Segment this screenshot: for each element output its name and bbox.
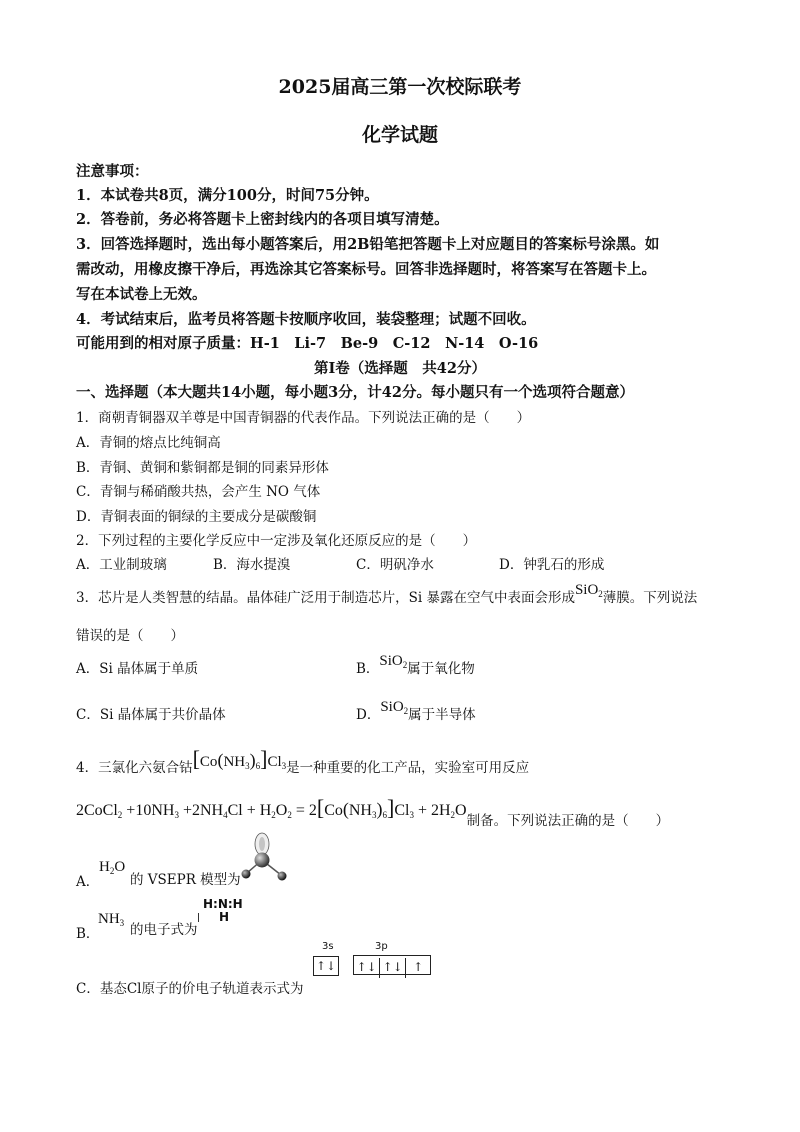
cl-text: Cl [267, 754, 282, 770]
q3-option-d-text: 属于半导体 [408, 707, 476, 723]
q1-option-a: A．青铜的熔点比纯铜高 [76, 435, 221, 451]
nh3-electron-formula [203, 898, 243, 924]
q4-stem-part-1: 4．三氯化六氨合钴 [76, 760, 193, 776]
orbital-3p-box-2: ↑↓ [380, 958, 406, 978]
orbital-3s-box: ↑↓ [313, 956, 339, 976]
eq-sub-4: 4 [223, 810, 228, 820]
q4-stem-part-3: 制备。下列说法正确的是（ ） [466, 813, 670, 829]
sio2-subscript: 2 [402, 660, 408, 670]
cl3-subscript: 3 [281, 761, 287, 771]
six-subscript: 6 [255, 761, 261, 771]
electron-formula-top: H:N:H [203, 897, 243, 911]
q2-stem: 2．下列过程的主要化学反应中一定涉及氧化还原反应的是（ ） [76, 533, 477, 549]
q3-option-b-text: 属于氧化物 [407, 661, 475, 677]
notice-item-3-line-2: 需改动，用橡皮擦干净后，再选涂其它答案标号。回答非选择题时，将答案写在答题卡上。 [76, 261, 656, 278]
q1-stem: 1．商朝青铜器双羊尊是中国青铜器的代表作品。下列说法正确的是（ ） [76, 410, 531, 426]
q4-equation: 2CoCl$_2$ $+10NH_3 +2NH_4Cl + H_2O_2 = 2[Co(NH_3)_6]Cl_3 + 2H_2O$ [76, 795, 467, 820]
exam-title: 2025届高三第一次校际联考 [278, 76, 522, 98]
notice-item-4: 4．考试结束后，监考员将答题卡按顺序收回，装袋整理；试题不回收。 [76, 311, 536, 328]
nh-text: NH [223, 754, 246, 770]
q4-option-a-label: A． [76, 874, 100, 890]
h2o-o: O [114, 859, 126, 875]
nh3-text: NH [98, 911, 120, 927]
h2o-subscript: 2 [109, 866, 115, 876]
q2-option-a: A．工业制玻璃 [76, 557, 167, 573]
eq-sub-6: 6 [382, 810, 387, 820]
q4-option-b-text: 的电子式为 [130, 922, 198, 938]
q3-stem-line-1 [76, 582, 698, 607]
q1-option-d: D．青铜表面的铜绿的主要成分是碳酸铜 [76, 509, 317, 525]
q3-option-a: A．Si 晶体属于单质 [76, 661, 199, 677]
eq-sub-2c: 2 [287, 810, 292, 820]
notice-heading: 注意事项： [76, 163, 149, 180]
notice-item-1: 1．本试卷共8页，满分100分，时间75分钟。 [76, 187, 379, 204]
sio2-subscript: 2 [598, 589, 603, 599]
q3-option-c: C．Si 晶体属于共价晶体 [76, 707, 226, 723]
eq-sub-3b: 3 [371, 810, 377, 820]
eq-sub-3c: 3 [409, 810, 414, 820]
q4-option-a-formula [99, 856, 125, 876]
eq-nh3: +10NH [122, 802, 175, 819]
q3-option-b-label: B． [356, 661, 380, 677]
subject-title: 化学试题 [361, 124, 438, 146]
q1-option-c: C．青铜与稀硝酸共热，会产生 NO 气体 [76, 484, 321, 500]
orbital-3s-label: 3s [322, 941, 334, 952]
orbital-3p-label: 3p [375, 941, 388, 952]
eq-sub-2b: 2 [271, 810, 276, 820]
orbital-3p-box-1: ↑↓ [354, 958, 380, 978]
eq-nh4cl-h: Cl + H [227, 802, 272, 819]
eq-o-final: O [455, 802, 467, 819]
q3-stem-part-1: 3．芯片是人类智慧的结晶。晶体硅广泛用于制造芯片，Si 暴露在空气中表面会形成 [76, 590, 575, 606]
sio2-subscript: 2 [403, 706, 409, 716]
h2o-h: H [99, 859, 110, 875]
notice-item-3-line-3: 写在本试卷上无效。 [76, 286, 207, 303]
orbital-3p-group [353, 955, 431, 975]
q4-option-b-formula [98, 908, 124, 928]
q3-sio2-formula [575, 582, 603, 598]
q2-option-b: B．海水提溴 [213, 557, 291, 573]
sio2-text: SiO [379, 653, 403, 669]
eq-o: O [275, 802, 288, 819]
eq-co: Co [324, 802, 343, 819]
eq-sub-3a: 3 [174, 810, 179, 820]
q4-complex-formula: $[Co(NH_3)_6]Cl_3$ [192, 746, 287, 771]
q4-equation-line [76, 795, 670, 829]
section-title: 第Ⅰ卷（选择题 共42分） [314, 360, 486, 377]
q2-option-d: D．钟乳石的形成 [499, 557, 605, 573]
q2-option-c: C．明矾净水 [356, 557, 434, 573]
nh3-subscript: 3 [119, 918, 125, 928]
eq-cl: Cl [394, 802, 410, 819]
eq-sub-2a: 2 [117, 810, 123, 820]
orbital-3p-box-3: ↑ [413, 960, 424, 974]
nh3-subscript: 3 [245, 761, 250, 771]
q4-option-c-text: C．基态Cl原子的价电子轨道表示式为 [76, 981, 304, 997]
atomic-masses: 可能用到的相对原子质量：H-1 Li-7 Be-9 C-12 N-14 O-16 [76, 335, 539, 352]
q4-stem-part-2: 是一种重要的化工产品，实验室可用反应 [286, 760, 530, 776]
q3-option-b [356, 653, 475, 678]
vsepr-model-icon [238, 830, 293, 885]
eq-cocl: 2CoCl [76, 802, 118, 819]
sio2-text: SiO [574, 582, 599, 598]
eq-sub-2d: 2 [450, 810, 456, 820]
part-heading: 一、选择题（本大题共14小题，每小题3分，计42分。每小题只有一个选项符合题意） [76, 384, 634, 401]
q3-option-b-formula [379, 653, 407, 669]
orbital-diagram [313, 955, 431, 976]
eq-h2o-h: + 2H [413, 802, 451, 819]
electron-formula-bottom: H [219, 910, 230, 924]
q3-option-d [356, 699, 476, 724]
q3-stem-part-2: 薄膜。下列说法 [602, 590, 698, 606]
q1-option-b: B．青铜、黄铜和紫铜都是铜的同素异形体 [76, 460, 329, 476]
eq-nh: NH [348, 802, 372, 819]
eq-equals-2: = 2 [291, 802, 317, 819]
q3-option-d-label: D． [356, 707, 381, 723]
q4-option-a-text: 的 VSEPR 模型为 [130, 872, 241, 888]
eq-nh4: +2NH [178, 802, 224, 819]
q4-option-b-label: B． [76, 926, 100, 942]
sio2-text: SiO [380, 699, 404, 715]
q3-option-d-formula [380, 699, 408, 715]
co-text: Co [199, 754, 218, 770]
q4-stem-line-1 [76, 746, 530, 778]
notice-item-2: 2．答卷前，务必将答题卡上密封线内的各项目填写清楚。 [76, 211, 449, 228]
notice-item-3-line-1: 3．回答选择题时，选出每小题答案后，用2B铅笔把答题卡上对应题目的答案标号涂黑。如 [76, 236, 660, 253]
q3-stem-line-2: 错误的是（ ） [76, 628, 184, 644]
